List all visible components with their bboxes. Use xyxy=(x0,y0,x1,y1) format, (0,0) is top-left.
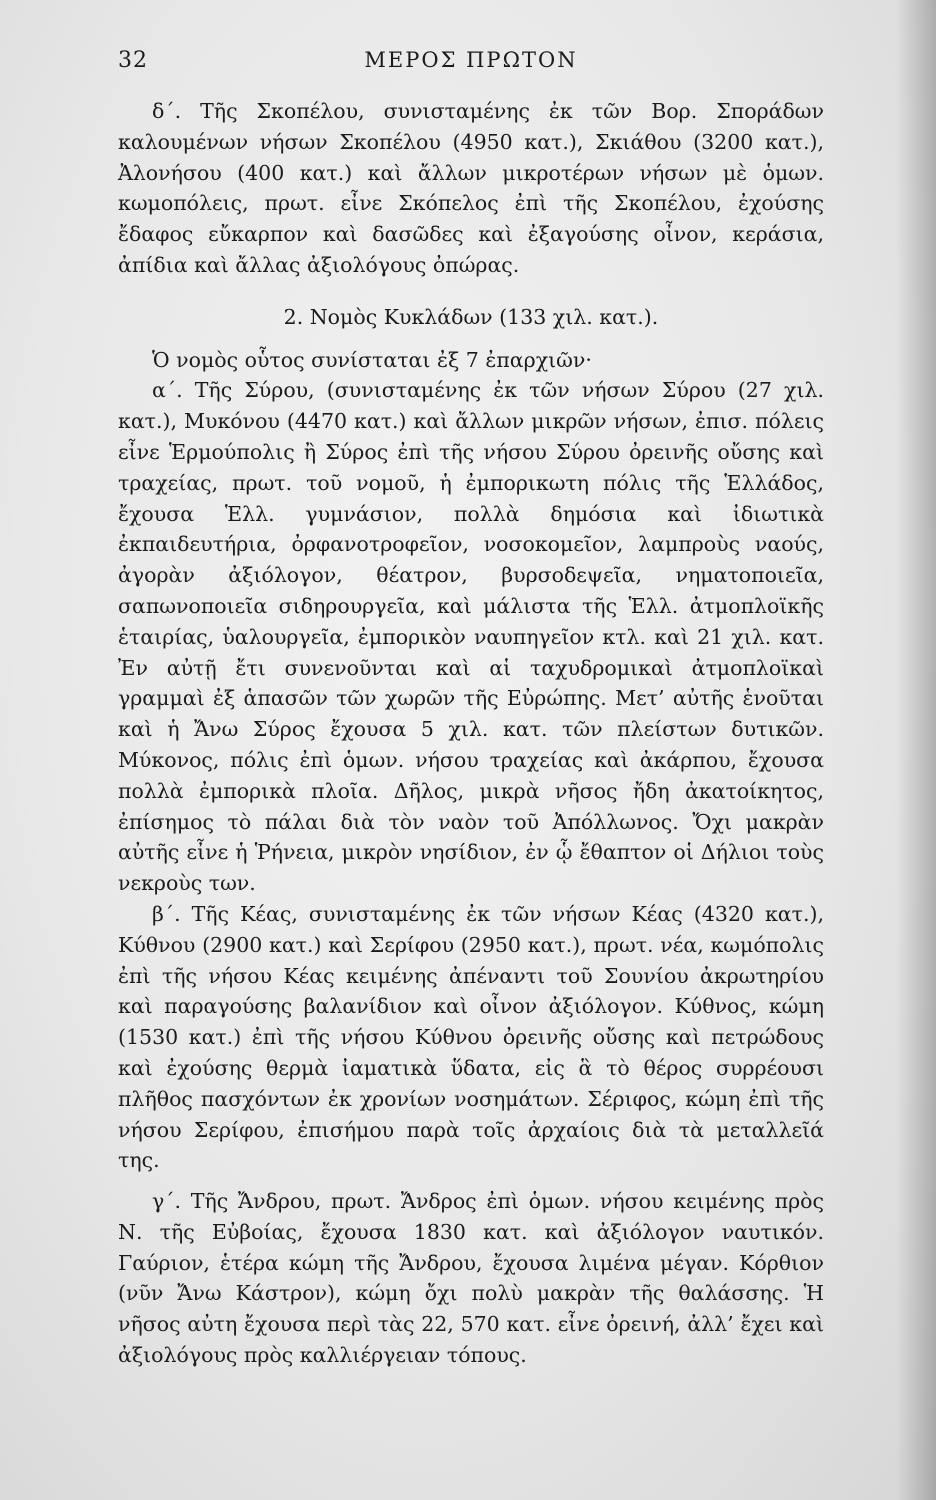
page-header xyxy=(118,48,824,88)
paragraph-syros: α΄. Τῆς Σύρου, (συνισταμένης ἐκ τῶν νήσων Σύρου (27 χιλ. κατ.), Μυκόνου (4470 κατ.) καὶ ἄλλων μικρῶν νήσων, ἐπισ. πόλεις εἶνε Ἑρμούπολις ἢ Σύρος ἐπὶ τῆς νήσου Σύρου ὀρεινῆς οὔσης καὶ τραχείας, πρωτ. τοῦ νομοῦ, ἡ ἐμπορικωτη πόλις τῆς Ἑλλάδος, ἔχουσα Ἑλλ. γυμνάσιον, πολλὰ δημόσια καὶ ἰδιωτικὰ ἐκπαιδευτήρια, ὀρφανοτροφεῖον, νοσοκομεῖον, λαμπροὺς ναούς, ἀγορὰν ἀξιόλογον, θέατρον, βυρσοδεψεῖα, νηματοποιεῖα, σαπωνοποιεῖα σιδηρουργεῖα, καὶ μάλιστα τῆς Ἑλλ. ἀτμοπλοϊκῆς ἑταιρίας, ὑαλουργεῖα, ἐμπορικὸν ναυπηγεῖον κτλ. καὶ 21 χιλ. κατ. Ἐν αὐτῇ ἔτι συνενοῦνται καὶ αἱ ταχυδρομικαὶ ἀτμοπλοϊκαὶ γραμμαὶ ἐξ ἁπασῶν τῶν χωρῶν τῆς Εὐρώπης. Μετ’ αὐτῆς ἑνοῦται καὶ ἡ Ἄνω Σύρος ἔχουσα 5 χιλ. κατ. τῶν πλείστων δυτικῶν. Μύκονος, πόλις ἐπὶ ὁμων. νήσου τραχείας καὶ ἀκάρπου, ἔχουσα πολλὰ ἐμπορικὰ πλοῖα. Δῆλος, μικρὰ νῆσος ἤδη ἀκατοίκητος, ἐπίσημος τὸ πάλαι διὰ τὸν ναὸν τοῦ Ἀπόλλωνος. Ὄχι μακρὰν αὐτῆς εἶνε ἡ Ῥήνεια, μικρὸν νησίδιον, ἐν ᾧ ἔθαπτον οἱ Δήλιοι τοὺς νεκροὺς των. xyxy=(118,378,824,896)
page-edge-shadow xyxy=(896,0,936,1500)
section-heading-cyclades: 2. Νομὸς Κυκλάδων (133 χιλ. κατ.). xyxy=(283,304,659,329)
paragraph-kea: β΄. Τῆς Κέας, συνισταμένης ἐκ τῶν νήσων Κέας (4320 κατ.), Κύθνου (2900 κατ.) καὶ Σερίφου (2950 κατ.), πρωτ. νέα, κωμόπολις ἐπὶ τῆς νήσου Κέας κειμένης ἀπέναντι τοῦ Σουνίου ἀκρωτηρίου καὶ παραγούσης βαλανίδιον καὶ οἶνον ἀξιόλογον. Κύθνος, κώμη (1530 κατ.) ἐπὶ τῆς νήσου Κύθνου ὀρεινῆς οὔσης καὶ πετρώδους καὶ ἐχούσης θερμὰ ἰαματικὰ ὕδατα, εἰς ἃ τὸ θέρος συρρέουσι πλῆθος πασχόντων ἐκ χρονίων νοσημάτων. Σέριφος, κώμη ἐπὶ τῆς νήσου Σερίφου, ἐπισήμου παρὰ τοῖς ἀρχαίοις διὰ τὰ μεταλλεῖά της. xyxy=(118,901,824,1173)
paragraph-andros: γ΄. Τῆς Ἄνδρου, πρωτ. Ἄνδρος ἐπὶ ὁμων. νήσου κειμένης πρὸς Ν. τῆς Εὐβοίας, ἔχουσα 1830 κατ. καὶ ἀξιόλογον ναυτικόν. Γαύριον, ἑτέρα κώμη τῆς Ἄνδρου, ἔχουσα λιμένα μέγαν. Κόρθιον (νῦν Ἄνω Κάστρον), κώμη ὄχι πολὺ μακρὰν τῆς θαλάσσης. Ἡ νῆσος αὐτη ἔχουσα περὶ τὰς 22, 570 κατ. εἶνε ὀρεινή, ἀλλ’ ἔχει καὶ ἀξιολόγους πρὸς καλλιέργειαν τόπους. xyxy=(118,1189,824,1368)
paragraph-skopelos: δ΄. Τῆς Σκοπέλου, συνισταμένης ἐκ τῶν Βορ. Σποράδων καλουμένων νήσων Σκοπέλου (4950 κατ.), Σκιάθου (3200 κατ.), Ἀλονήσου (400 κατ.) καὶ ἄλλων μικροτέρων νήσων μὲ ὁμων. κωμοπόλεις, πρωτ. εἶνε Σκόπελος ἐπὶ τῆς Σκοπέλου, ἐχούσης ἔδαφος εὔκαρπον καὶ δασῶδες καὶ ἐξαγούσης οἶνον, κεράσια, ἀπίδια καὶ ἄλλας ἀξιολόγους ὀπώρας. xyxy=(118,99,824,277)
page-number: 32 xyxy=(118,48,148,73)
paragraph-intro: Ὁ νομὸς οὗτος συνίσταται ἐξ 7 ἐπαρχιῶν· xyxy=(152,347,592,372)
running-head: ΜΕΡΟΣ ΠΡΩΤΟΝ xyxy=(364,48,578,72)
text-body xyxy=(118,96,824,1371)
